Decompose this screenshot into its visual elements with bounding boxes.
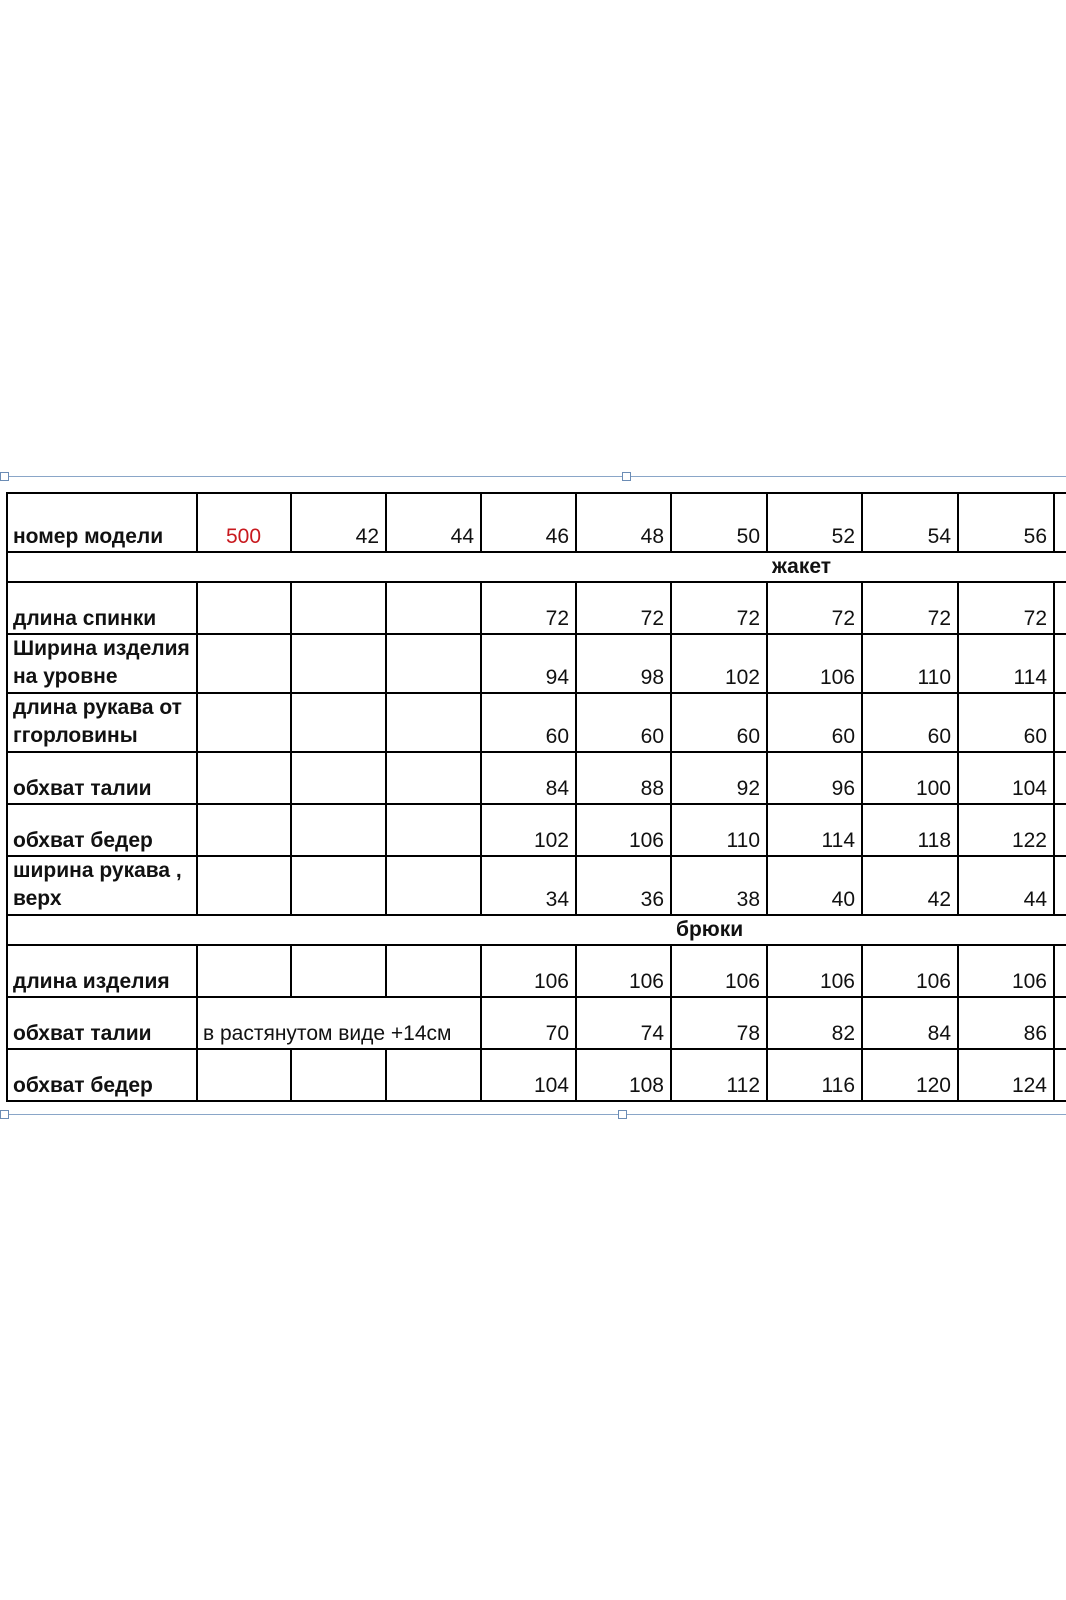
table-cell <box>386 582 481 634</box>
table-cell: 92 <box>671 752 767 804</box>
table-cell: 72 <box>958 582 1054 634</box>
row-label: обхват бедер <box>7 804 197 856</box>
table-cell: 104 <box>958 752 1054 804</box>
table-cell: 44 <box>958 856 1054 915</box>
table-cell: 70 <box>481 997 576 1049</box>
size-header-cell: 56 <box>958 493 1054 552</box>
row-label: обхват бедер <box>7 1049 197 1101</box>
table-cell: 112 <box>671 1049 767 1101</box>
size-header-cell: 52 <box>767 493 862 552</box>
table-cell <box>197 856 291 915</box>
row-label: длина рукава от ггорловины <box>7 693 197 752</box>
stretch-note: в растянутом виде +14см <box>197 997 481 1049</box>
table-row <box>7 804 1066 856</box>
table-cell <box>1054 945 1066 997</box>
table-cell <box>386 693 481 752</box>
size-header-cell: 50 <box>671 493 767 552</box>
table-cell <box>386 752 481 804</box>
table-cell <box>386 634 481 693</box>
size-chart-table <box>6 492 1066 1102</box>
table-cell <box>1054 752 1066 804</box>
resize-handle-top-left[interactable] <box>0 472 9 481</box>
model-number-value: 500 <box>197 493 291 552</box>
table-cell: 60 <box>958 693 1054 752</box>
table-cell <box>291 752 386 804</box>
table-cell <box>386 1049 481 1101</box>
table-cell <box>1054 582 1066 634</box>
section-row-trousers <box>7 915 1066 945</box>
table-cell <box>386 804 481 856</box>
table-cell <box>291 582 386 634</box>
table-cell <box>291 945 386 997</box>
row-label: обхват талии <box>7 752 197 804</box>
size-header-cell: 48 <box>576 493 671 552</box>
row-label: обхват талии <box>7 997 197 1049</box>
table-cell: 104 <box>481 1049 576 1101</box>
section-title-trousers: брюки <box>671 915 1066 945</box>
table-cell: 106 <box>958 945 1054 997</box>
table-cell: 38 <box>671 856 767 915</box>
table-cell <box>197 945 291 997</box>
table-cell <box>1054 1049 1066 1101</box>
table-row <box>7 752 1066 804</box>
table-cell: 72 <box>576 582 671 634</box>
table-cell: 36 <box>576 856 671 915</box>
table-cell <box>291 634 386 693</box>
resize-handle-bottom-left[interactable] <box>0 1110 9 1119</box>
table-cell <box>1054 804 1066 856</box>
table-cell: 72 <box>671 582 767 634</box>
section-spacer <box>7 552 767 582</box>
table-cell <box>1054 634 1066 693</box>
table-cell: 106 <box>671 945 767 997</box>
table-cell: 114 <box>958 634 1054 693</box>
table-cell <box>386 856 481 915</box>
table-cell <box>1054 693 1066 752</box>
table-cell: 84 <box>862 997 958 1049</box>
header-row <box>7 493 1066 552</box>
model-number-label: номер модели <box>7 493 197 552</box>
selection-border-bottom <box>4 1114 1066 1115</box>
table-cell <box>197 582 291 634</box>
table-cell: 34 <box>481 856 576 915</box>
table-cell: 108 <box>576 1049 671 1101</box>
table-cell: 72 <box>767 582 862 634</box>
section-row-jacket <box>7 552 1066 582</box>
table-cell: 106 <box>576 804 671 856</box>
table-cell: 110 <box>671 804 767 856</box>
table-cell: 60 <box>576 693 671 752</box>
table-cell: 116 <box>767 1049 862 1101</box>
table-cell: 74 <box>576 997 671 1049</box>
table-cell <box>291 1049 386 1101</box>
table-cell: 106 <box>481 945 576 997</box>
table-cell: 96 <box>767 752 862 804</box>
table-cell: 120 <box>862 1049 958 1101</box>
table-cell: 102 <box>481 804 576 856</box>
row-label: Ширина изделия на уровне <box>7 634 197 693</box>
table-cell: 118 <box>862 804 958 856</box>
table-cell: 72 <box>481 582 576 634</box>
table-cell <box>197 634 291 693</box>
table-cell: 88 <box>576 752 671 804</box>
table-cell: 60 <box>862 693 958 752</box>
table-cell <box>291 856 386 915</box>
table-cell <box>1054 856 1066 915</box>
table-row <box>7 856 1066 915</box>
size-header-cell: 44 <box>386 493 481 552</box>
table-cell: 114 <box>767 804 862 856</box>
row-label: длина изделия <box>7 945 197 997</box>
table-cell: 60 <box>767 693 862 752</box>
row-label: ширина рукава , верх <box>7 856 197 915</box>
table-row <box>7 693 1066 752</box>
table-cell: 84 <box>481 752 576 804</box>
table-row <box>7 1049 1066 1101</box>
table-cell: 86 <box>958 997 1054 1049</box>
resize-handle-bottom[interactable] <box>618 1110 627 1119</box>
table-cell <box>1054 493 1066 552</box>
table-cell <box>197 804 291 856</box>
table-cell <box>386 945 481 997</box>
table-cell: 60 <box>481 693 576 752</box>
table-cell: 100 <box>862 752 958 804</box>
row-label: длина спинки <box>7 582 197 634</box>
table-cell: 124 <box>958 1049 1054 1101</box>
table-cell: 82 <box>767 997 862 1049</box>
table-cell <box>1054 997 1066 1049</box>
table-cell <box>197 752 291 804</box>
table-cell: 106 <box>767 634 862 693</box>
table-cell: 110 <box>862 634 958 693</box>
table-cell: 122 <box>958 804 1054 856</box>
table-cell: 78 <box>671 997 767 1049</box>
table-row <box>7 945 1066 997</box>
size-header-cell: 54 <box>862 493 958 552</box>
table-cell: 40 <box>767 856 862 915</box>
table-cell <box>197 1049 291 1101</box>
section-title-jacket: жакет <box>767 552 1066 582</box>
table-cell: 60 <box>671 693 767 752</box>
table-cell: 98 <box>576 634 671 693</box>
size-header-cell: 42 <box>291 493 386 552</box>
size-header-cell: 46 <box>481 493 576 552</box>
table-row <box>7 634 1066 693</box>
table-cell: 106 <box>862 945 958 997</box>
table-cell <box>291 804 386 856</box>
table-row <box>7 582 1066 634</box>
resize-handle-top[interactable] <box>622 472 631 481</box>
table-cell: 102 <box>671 634 767 693</box>
table-cell: 42 <box>862 856 958 915</box>
table-cell <box>197 693 291 752</box>
table-cell <box>291 693 386 752</box>
section-spacer <box>7 915 671 945</box>
table-cell: 106 <box>767 945 862 997</box>
table-cell: 94 <box>481 634 576 693</box>
table-row <box>7 997 1066 1049</box>
table-cell: 72 <box>862 582 958 634</box>
table-cell: 106 <box>576 945 671 997</box>
selection-border-top <box>4 476 1066 477</box>
